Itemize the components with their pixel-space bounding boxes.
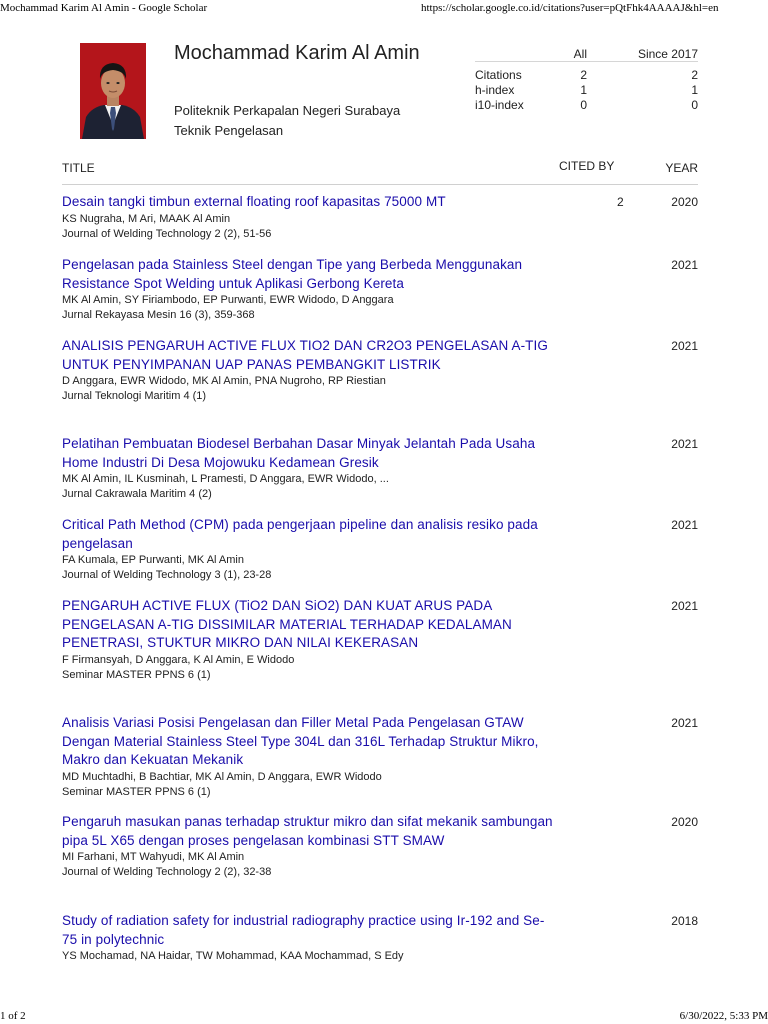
year-column-header[interactable]: YEAR (665, 161, 698, 175)
publication-venue: Jurnal Cakrawala Maritim 4 (2) (62, 488, 212, 500)
publication-year: 2020 (671, 195, 698, 209)
publication-cited-by-link[interactable]: 2 (617, 195, 624, 209)
metrics-since-value: 1 (691, 83, 698, 97)
publication-title-link[interactable]: Pengaruh masukan panas terhadap struktur mikro dan sifat mekanik sambungan pipa 5L X65 dengan proses pengelasan kombinasi STT SMAW (62, 814, 553, 848)
print-footer (0, 1010, 768, 1024)
print-page-title: Mochammad Karim Al Amin - Google Scholar (0, 2, 208, 14)
metrics-label[interactable]: h-index (475, 83, 515, 97)
metrics-all-header: All (573, 47, 587, 61)
publication-year: 2021 (671, 518, 698, 532)
publication-authors: MD Muchtadhi, B Bachtiar, MK Al Amin, D Anggara, EWR Widodo (62, 770, 382, 783)
cited-by-column-header[interactable]: CITED BY (559, 159, 615, 173)
publication-title-link[interactable]: Analisis Variasi Posisi Pengelasan dan Filler Metal Pada Pengelasan GTAW Dengan Material Stainless Steel Type 304L dan 316L Terhadap Struktur Mikro, Makro dan Kekuatan Mekanik (62, 715, 539, 767)
print-header (0, 2, 768, 16)
profile-interest[interactable]: Teknik Pengelasan (174, 123, 284, 138)
publication-title-link[interactable]: ANALISIS PENGARUH ACTIVE FLUX TIO2 DAN CR2O3 PENGELASAN A-TIG UNTUK PENYIMPANAN UAP PANAS PEMBANGKIT LISTRIK (62, 338, 548, 372)
publication-authors: YS Mochamad, NA Haidar, TW Mohammad, KAA Mochammad, S Edy (62, 950, 404, 962)
publication-year: 2021 (671, 716, 698, 730)
metrics-all-value: 0 (580, 98, 587, 112)
metrics-label[interactable]: i10-index (475, 98, 524, 112)
publication-row (62, 337, 698, 404)
publication-authors: KS Nugraha, M Ari, MAAK Al Amin (62, 212, 231, 225)
publication-year: 2018 (671, 914, 698, 928)
publication-venue: Journal of Welding Technology 2 (2), 32-38 (62, 866, 272, 878)
metrics-all-value: 1 (580, 83, 587, 97)
publication-row (62, 256, 698, 323)
publication-row (62, 516, 698, 583)
profile-photo (80, 43, 146, 139)
avatar (80, 43, 146, 139)
publication-authors: F Firmansyah, D Anggara, K Al Amin, E Widodo (62, 653, 295, 666)
publication-venue: Seminar MASTER PPNS 6 (1) (62, 785, 211, 798)
print-timestamp: 6/30/2022, 5:33 PM (679, 1010, 768, 1022)
metrics-since-value: 2 (691, 68, 698, 82)
publication-title-link[interactable]: Pelatihan Pembuatan Biodesel Berbahan Dasar Minyak Jelantah Pada Usaha Home Industri Di Desa Mojowuku Kedamean Gresik (62, 436, 536, 470)
metrics-row-i10-index (475, 98, 698, 113)
metrics-label[interactable]: Citations (475, 68, 522, 82)
publication-title-link[interactable]: Study of radiation safety for industrial radiography practice using Ir-192 and Se-75 in polytechnic (62, 913, 545, 947)
print-page-count: 1 of 2 (0, 1010, 26, 1022)
title-column-header[interactable]: TITLE (62, 161, 95, 175)
publication-venue: Journal of Welding Technology 3 (1), 23-28 (62, 569, 272, 581)
metrics-row-citations (475, 68, 698, 83)
publication-row (62, 912, 698, 964)
citation-metrics-table (475, 46, 698, 113)
metrics-row-h-index (475, 83, 698, 98)
publication-row (62, 597, 698, 683)
publication-year: 2021 (671, 339, 698, 353)
publication-title-link[interactable]: Pengelasan pada Stainless Steel dengan Tipe yang Berbeda Menggunakan Resistance Spot Welding untuk Aplikasi Gerbong Kereta (62, 257, 523, 291)
publication-year: 2020 (671, 815, 698, 829)
publication-authors: MK Al Amin, SY Firiambodo, EP Purwanti, EWR Widodo, D Anggara (62, 294, 394, 306)
profile-name: Mochammad Karim Al Amin (174, 42, 420, 64)
metrics-since-header: Since 2017 (637, 47, 698, 61)
metrics-header-row (475, 46, 698, 62)
print-url: https://scholar.google.co.id/citations?user=pQtFhk4AAAAJ&hl=en (421, 2, 719, 14)
metrics-all-value: 2 (580, 68, 587, 82)
publication-title-link[interactable]: PENGARUH ACTIVE FLUX (TiO2 DAN SiO2) DAN KUAT ARUS PADA PENGELASAN A-TIG DISSIMILAR MATERIAL TERHADAP KEDALAMAN PENETRASI, STUKTUR MIKRO DAN NILAI KEKERASAN (62, 598, 512, 650)
publications-table-header (62, 158, 698, 185)
publication-year: 2021 (671, 258, 698, 272)
publication-year: 2021 (671, 599, 698, 613)
publication-authors: D Anggara, EWR Widodo, MK Al Amin, PNA Nugroho, RP Riestian (62, 375, 386, 387)
publication-venue: Seminar MASTER PPNS 6 (1) (62, 668, 211, 681)
publication-authors: FA Kumala, EP Purwanti, MK Al Amin (62, 554, 244, 566)
publication-authors: MK Al Amin, IL Kusminah, L Pramesti, D Anggara, EWR Widodo, ... (62, 473, 389, 485)
profile-affiliation[interactable]: Politeknik Perkapalan Negeri Surabaya (174, 103, 401, 118)
publication-row (62, 193, 698, 242)
publication-row (62, 813, 698, 880)
publication-row (62, 435, 698, 502)
publication-row (62, 714, 698, 800)
publication-authors: MI Farhani, MT Wahyudi, MK Al Amin (62, 851, 245, 863)
publication-year: 2021 (671, 437, 698, 451)
publication-venue: Jurnal Rekayasa Mesin 16 (3), 359-368 (62, 309, 255, 321)
metrics-since-value: 0 (691, 98, 698, 112)
publication-title-link[interactable]: Desain tangki timbun external floating roof kapasitas 75000 MT (62, 194, 446, 209)
publication-venue: Journal of Welding Technology 2 (2), 51-56 (62, 227, 272, 240)
publication-venue: Jurnal Teknologi Maritim 4 (1) (62, 390, 207, 402)
publication-title-link[interactable]: Critical Path Method (CPM) pada pengerjaan pipeline dan analisis resiko pada pengelasan (62, 517, 538, 551)
